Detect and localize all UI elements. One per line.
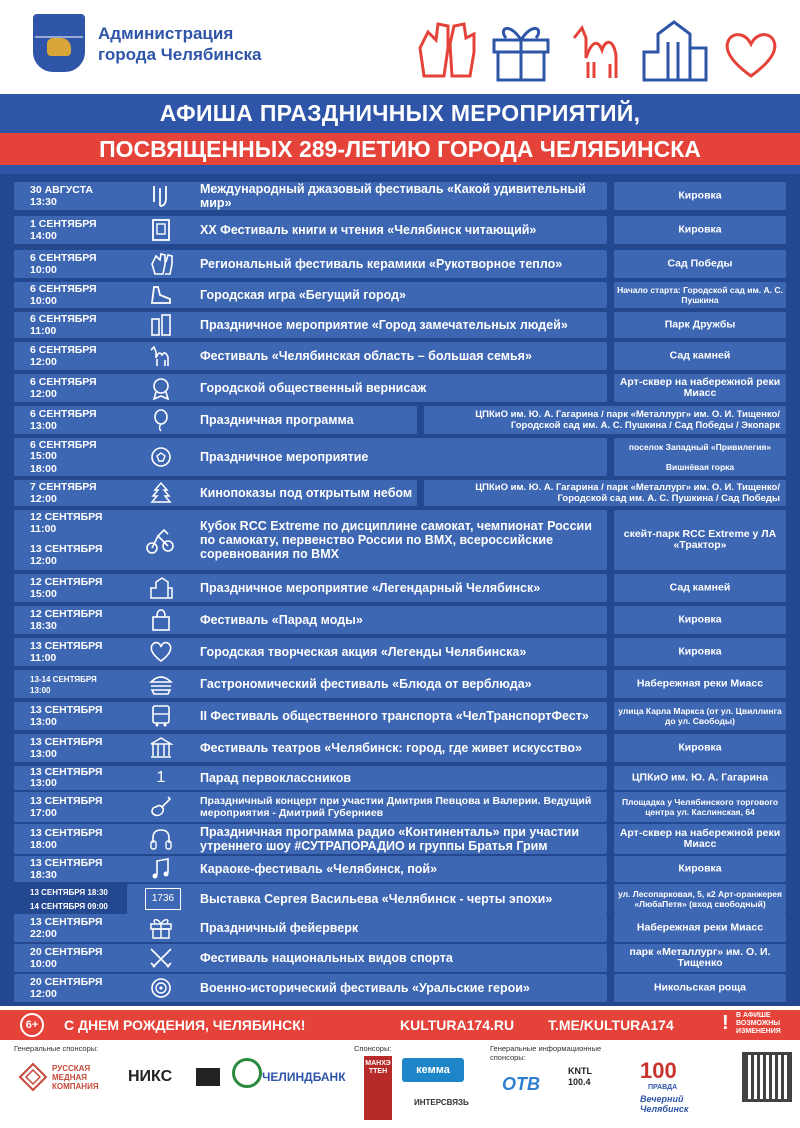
event-location: Набережная реки Миасс [636,921,764,934]
camel-icon [566,18,632,82]
music-note-icon [148,857,174,881]
headphones-icon [148,827,174,851]
event-title: Выставка Сергея Васильева «Челябинск - черты эпохи» [200,892,553,906]
event-date: 12 СЕНТЯБРЯ [30,576,103,588]
event-time: 22:00 [30,928,57,940]
event-row [0,702,800,730]
event-time: 11:00 [30,325,57,337]
event-time: 18:00 [30,839,57,851]
event-row [0,438,800,476]
event-title: Праздничное мероприятие «Город замечательных людей» [200,318,568,332]
event-time: 18:30 [30,620,57,632]
event-time: 18:30 [30,869,57,881]
event-date: 6 СЕНТЯБРЯ [30,313,97,325]
event-location: Набережная реки Миасс [636,677,764,690]
page-title: АФИША ПРАЗДНИЧНЫХ МЕРОПРИЯТИЙ, [159,100,641,126]
mitten-icon [148,252,174,276]
event-title: Фестиваль национальных видов спорта [200,951,453,965]
event-date: 13 СЕНТЯБРЯ [30,795,103,807]
ball-icon [148,445,174,469]
event-row [0,638,800,666]
event-time: 13:30 [30,196,57,208]
event-row [0,914,800,942]
otv-logo: ОТВ [502,1074,540,1094]
event-title: Городской общественный вернисаж [200,381,427,395]
event-row [0,216,800,244]
event-location: Никольская роща [653,981,747,994]
event-title: XX Фестиваль книги и чтения «Челябинск читающий» [200,223,537,237]
event-date: 13 СЕНТЯБРЯ [30,827,103,839]
telegram-link[interactable]: T.ME/KULTURA174 [548,1017,674,1033]
event-title: Праздничное мероприятие [200,450,369,464]
event-title: Праздничная программа радио «Континенталь» при участии утреннего шоу #СУТРАПОРАДИО и группы Братья Грим [200,825,580,853]
pravda-100-icon: 100 [640,1058,677,1083]
intersvyaz-logo: ИНТЕРСВЯЗЬ [414,1098,469,1107]
event-time: 11:00 [30,652,57,664]
event-row [0,792,800,822]
event-date: 30 АВГУСТА [30,184,93,196]
event-date: 20 СЕНТЯБРЯ [30,946,103,958]
event-time: 13:00 [30,686,51,695]
gift-icon [490,18,552,82]
event-date: 12 СЕНТЯБРЯ [30,511,103,523]
general-sponsors-label: Генеральные спонсоры: [14,1044,99,1053]
event-time: 11:00 [30,523,57,535]
qr-code-icon[interactable] [742,1052,792,1102]
event-title: Праздничная программа [200,413,354,427]
number-one-icon: 1 [156,769,166,786]
event-title: Городская игра «Бегущий город» [200,288,406,302]
event-location: ЦПКиО им. Ю. А. Гагарина / парк «Металлург» им. О. И. Тищенко/ Городской сад им. А. С. Пушкина / Сад Победы / Экопарк [475,409,780,431]
mitten-icon [414,18,480,80]
event-date: 13 СЕНТЯБРЯ [30,916,103,928]
niks-mark-icon [196,1068,220,1086]
balloon-icon [148,408,174,432]
event-date: 13 СЕНТЯБРЯ [30,857,103,869]
event-date: 6 СЕНТЯБРЯ [30,283,97,295]
book-icon [148,218,174,242]
event-row [0,856,800,882]
event-date: 13 СЕНТЯБРЯ 18:30 [30,888,108,897]
event-row [0,282,800,308]
event-title: Гастрономический фестиваль «Блюда от верблюда» [200,677,532,691]
event-date: 14 СЕНТЯБРЯ 09:00 [30,902,108,911]
event-location: Арт-сквер на набережной реки Миасс [619,827,781,850]
event-title: Кинопоказы под открытым небом [200,486,413,500]
admin-subtitle: города Челябинска [98,45,262,64]
event-title: II Фестиваль общественного транспорта «ЧелТранспортФест» [200,709,589,723]
event-row [0,606,800,634]
event-date: 1 СЕНТЯБРЯ [30,218,97,230]
event-row [0,766,800,790]
event-date: 6 СЕНТЯБРЯ [30,344,97,356]
event-date: 6 СЕНТЯБРЯ [30,439,97,451]
event-time: 17:00 [30,807,57,819]
event-date: 13 СЕНТЯБРЯ [30,543,103,555]
event-row [0,670,800,698]
medal-icon [148,376,174,400]
saxophone-icon [148,184,174,208]
event-location: Кировка [678,189,722,202]
year-badge-icon: 1736 [145,888,181,910]
event-time: 15:00 [30,588,57,600]
event-location: ул. Лесопарковая, 5, к2 Арт-оранжерея «ЛюбаПетя» (вход свободный) [618,889,782,909]
event-date: 6 СЕНТЯБРЯ [30,408,97,420]
event-row [0,312,800,338]
buildings-icon [148,313,174,337]
event-row [0,824,800,854]
website-link[interactable]: KULTURA174.RU [400,1017,515,1033]
event-location: Парк Дружбы [664,318,736,331]
event-location: ЦПКиО им. Ю. А. Гагарина [631,771,769,784]
city-icon [148,576,174,600]
target-icon [148,976,174,1000]
event-location: Сад камней [669,581,731,594]
event-row [0,182,800,210]
event-time: 18:00 [30,463,57,475]
event-location: скейт-парк RCC Extreme у ЛА «Трактор» [623,528,777,551]
bike-icon [144,524,176,556]
event-title: Праздничное мероприятие «Легендарный Челябинск» [200,581,541,595]
event-time: 12:00 [30,356,57,368]
event-row [0,480,800,506]
event-date: 12 СЕНТЯБРЯ [30,608,103,620]
age-rating-badge: 6+ [20,1013,44,1037]
event-date: 6 СЕНТЯБРЯ [30,376,97,388]
event-row [0,250,800,278]
event-date: 6 СЕНТЯБРЯ [30,252,97,264]
guitar-icon [148,795,174,819]
header [0,0,800,92]
event-time: 12:00 [30,988,57,1000]
event-title: Региональный фестиваль керамики «Рукотворное тепло» [200,257,563,271]
event-row [0,510,800,570]
event-time: 10:00 [30,958,57,970]
event-time: 14:00 [30,230,57,242]
event-time: 13:00 [30,420,57,432]
event-title: Городская творческая акция «Легенды Челябинска» [200,645,527,659]
bus-icon [148,704,174,728]
page-subtitle: ПОСВЯЩЕННЫХ 289-ЛЕТИЮ ГОРОДА ЧЕЛЯБИНСКА [99,136,701,162]
event-title: Фестиваль «Челябинская область – большая семья» [200,349,532,363]
event-location-2: Вишнёвая горка [665,462,735,472]
event-row [0,884,800,914]
event-date: 13-14 СЕНТЯБРЯ [30,675,97,684]
theater-icon [148,736,174,760]
event-time: 12:00 [30,388,57,400]
bag-icon [148,608,174,632]
manhattan-logo: МАНХЭТТЕН [364,1056,392,1120]
info-sponsors-label: Генеральные информационные спонсоры: [490,1044,602,1062]
event-title: Кубок RCC Extreme по дисциплине самокат, чемпионат России по самокату, первенство России по ВМХ, всероссийские соревнования по ВМХ [200,519,592,561]
event-location: Кировка [678,613,722,626]
camel-icon [148,344,174,368]
event-title: Военно-исторический фестиваль «Уральские герои» [200,981,530,995]
niks-logo: НИКС [128,1068,173,1085]
kntl-logo: KNTL 100.4 [568,1066,592,1087]
event-time: 13:00 [30,716,57,728]
rmk-logo: РУССКАЯ МЕДНАЯ КОМПАНИЯ [52,1064,99,1091]
city-icon [640,18,710,84]
kemma-logo: кемма [402,1058,464,1082]
event-row [0,406,800,434]
vechernii-logo: Вечерний Челябинск [640,1094,689,1114]
event-location: Начало старта: Городской сад им. А. С. Пушкина [617,285,783,305]
birthday-slogan: С ДНЕМ РОЖДЕНИЯ, ЧЕЛЯБИНСК! [64,1017,306,1033]
heart-icon [722,30,780,80]
event-date: 13 СЕНТЯБРЯ [30,704,103,716]
event-title: Праздничный концерт при участии Дмитрия Певцова и Валерии. Ведущий мероприятия - Дмитрий Губерниев [200,795,592,819]
event-location: Сад камней [669,349,731,362]
chelindbank-logo-icon [232,1058,262,1088]
event-title: Караоке-фестиваль «Челябинск, пой» [200,862,438,876]
event-time: 12:00 [30,493,57,505]
event-location: улица Карла Маркса (от ул. Цвиллинга до ул. Свободы) [618,706,782,726]
pravda-logo: ПРАВДА [648,1084,678,1091]
event-date: 20 СЕНТЯБРЯ [30,976,103,988]
event-location: Площадка у Челябинского торгового центра ул. Каслинская, 64 [621,797,779,817]
gift-icon [148,916,174,940]
admin-title: Администрация [98,24,234,43]
event-location: парк «Металлург» им. О. И. Тищенко [629,946,771,969]
event-time: 13:00 [30,777,57,789]
schedule-table [0,174,800,1006]
crossed-swords-icon [148,946,174,970]
burger-icon [148,672,174,696]
event-title: Международный джазовый фестиваль «Какой удивительный мир» [200,182,586,210]
event-location: поселок Западный «Привилегия» [628,442,772,452]
event-location: Кировка [678,741,722,754]
rmk-logo-icon [18,1062,48,1092]
city-crest-icon [33,14,85,72]
event-time: 15:00 [30,450,57,462]
event-time: 12:00 [30,555,57,567]
event-location: ЦПКиО им. Ю. А. Гагарина / парк «Металлург» им. О. И. Тищенко/ Городской сад им. А. С. Пушкина / Сад Победы [475,482,780,504]
event-time: 13:00 [30,748,57,760]
event-row [0,944,800,972]
event-title: Праздничный фейерверк [200,921,359,935]
event-time: 10:00 [30,264,57,276]
event-location: Кировка [678,862,722,875]
event-row [0,574,800,602]
event-date: 7 СЕНТЯБРЯ [30,481,97,493]
event-date: 13 СЕНТЯБРЯ [30,736,103,748]
event-title: Парад первоклассников [200,771,352,785]
event-location: Сад Победы [667,257,733,270]
event-location: Кировка [678,645,722,658]
event-row [0,342,800,370]
event-time: 10:00 [30,295,57,307]
event-location: Кировка [678,223,722,236]
heart-icon [148,640,174,664]
chelindbank-logo: ЧЕЛИНДБАНК [262,1070,346,1084]
sponsors-label: Спонсоры: [354,1044,392,1053]
event-title: Фестиваль театров «Челябинск: город, где живет искусство» [200,741,582,755]
event-location: Арт-сквер на набережной реки Миасс [619,376,781,399]
tree-icon [148,481,174,505]
event-row [0,374,800,402]
exclamation-icon: ! [722,1012,729,1034]
event-date: 13 СЕНТЯБРЯ [30,640,103,652]
event-date: 13 СЕНТЯБРЯ [30,766,103,778]
changes-warning: В АФИШЕ ВОЗМОЖНЫ ИЗМЕНЕНИЯ [736,1012,781,1035]
event-row [0,974,800,1002]
event-row [0,734,800,762]
event-title: Фестиваль «Парад моды» [200,613,363,627]
sneaker-icon [148,283,174,307]
